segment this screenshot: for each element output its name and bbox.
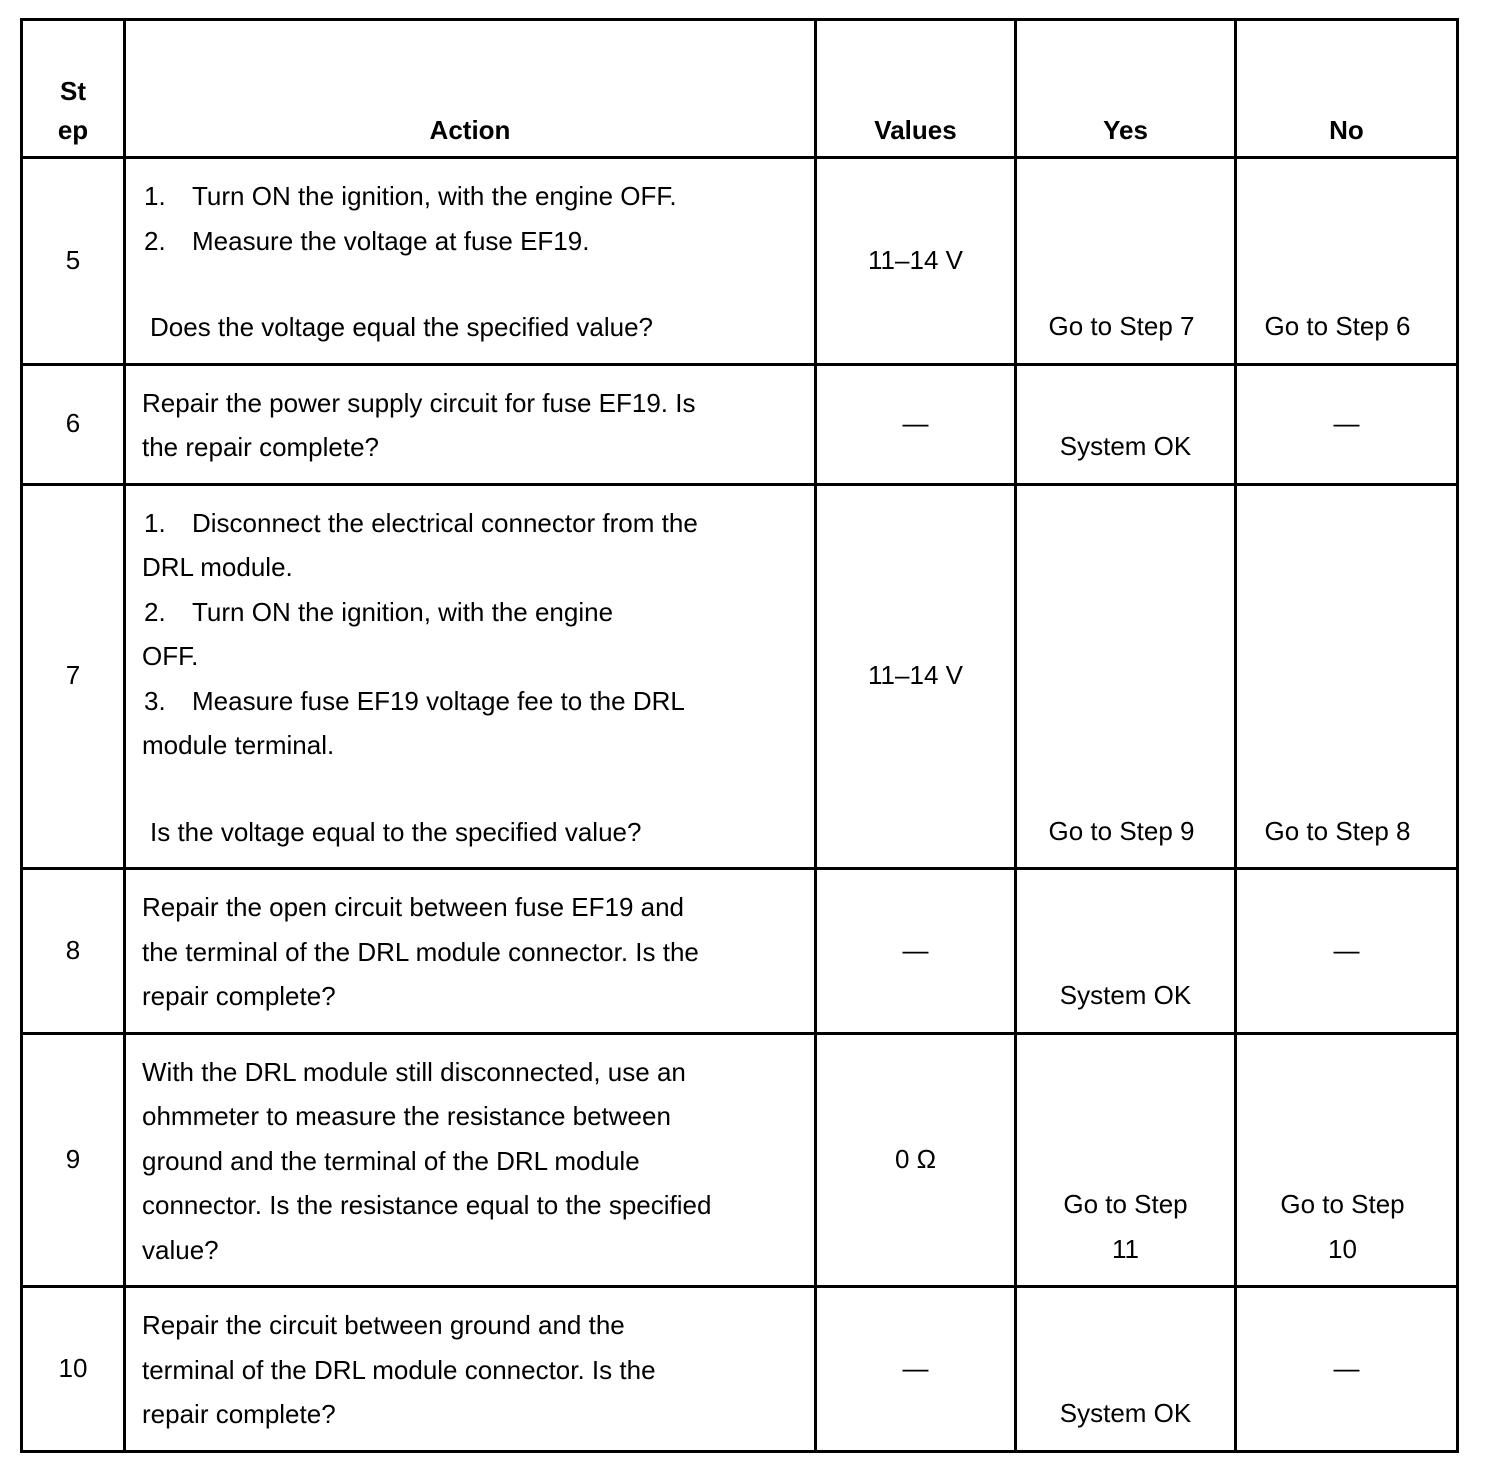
action-cell: [125, 869, 816, 1034]
value-text: —: [902, 935, 929, 966]
no-cell: [1236, 484, 1458, 869]
no-text: 10: [1328, 1233, 1357, 1264]
step-header-line1: St: [60, 76, 86, 106]
no-text: Go to Step 6: [1264, 311, 1411, 341]
action-text: DRL module.: [142, 552, 293, 582]
step-number: 5: [65, 245, 81, 276]
action-text: the repair complete?: [142, 432, 380, 462]
action-text: connector. Is the resistance equal to the specified: [142, 1190, 712, 1220]
yes-text: System OK: [1059, 1398, 1192, 1428]
action-cell: [125, 158, 816, 365]
action-cell: [125, 1287, 816, 1452]
action-text: Turn ON the ignition, with the engine: [192, 596, 614, 627]
yes-text: System OK: [1059, 431, 1192, 461]
action-text: value?: [142, 1234, 219, 1265]
step-cell: [22, 869, 125, 1034]
step-number: 6: [65, 408, 81, 439]
item-number: 3.: [144, 685, 166, 716]
yes-cell: [1016, 364, 1236, 484]
diagnostic-table: [20, 18, 1459, 1453]
item-number: 1.: [144, 507, 166, 538]
yes-text: Go to Step 9: [1048, 815, 1195, 846]
table-row: [22, 484, 1458, 869]
action-header: Action: [125, 20, 816, 158]
header-row: [22, 20, 1458, 158]
action-text: OFF.: [142, 641, 199, 671]
table-row: [22, 1033, 1458, 1287]
values-cell: [816, 1033, 1016, 1287]
action-cell: [125, 1033, 816, 1287]
step-number: 7: [65, 660, 81, 691]
yes-cell: [1016, 1287, 1236, 1452]
action-cell: [125, 484, 816, 869]
step-header: [22, 20, 125, 158]
action-text: ohmmeter to measure the resistance between: [142, 1101, 671, 1131]
yes-text: 11: [1112, 1233, 1139, 1264]
yes-text: System OK: [1059, 980, 1192, 1010]
step-cell: [22, 1287, 125, 1452]
values-cell: [816, 869, 1016, 1034]
yes-cell: [1016, 158, 1236, 365]
action-text: repair complete?: [142, 1399, 336, 1429]
no-text: —: [1333, 1353, 1360, 1384]
values-cell: [816, 158, 1016, 365]
no-text: Go to Step: [1280, 1189, 1405, 1219]
action-cell: [125, 364, 816, 484]
no-cell: [1236, 158, 1458, 365]
action-text: Repair the open circuit between fuse EF19 and: [142, 892, 685, 922]
action-text: terminal of the DRL module connector. Is the: [142, 1354, 656, 1385]
action-text: Turn ON the ignition, with the engine OFF.: [192, 181, 677, 211]
action-text: the terminal of the DRL module connector. Is the: [142, 936, 699, 967]
action-text: Disconnect the electrical connector from the: [192, 507, 698, 538]
no-cell: [1236, 1287, 1458, 1452]
item-number: 1.: [144, 181, 166, 211]
step-cell: [22, 158, 125, 365]
value-text: 11–14 V: [868, 245, 963, 276]
step-cell: [22, 1033, 125, 1287]
action-text: Repair the circuit between ground and the: [142, 1310, 625, 1340]
action-text: module terminal.: [142, 730, 335, 760]
step-number: 10: [58, 1353, 88, 1384]
no-text: Go to Step 8: [1264, 815, 1411, 846]
values-cell: [816, 484, 1016, 869]
no-cell: [1236, 1033, 1458, 1287]
action-question: Is the voltage equal to the specified value?: [150, 816, 642, 847]
action-text: Measure fuse EF19 voltage fee to the DRL: [192, 685, 685, 716]
step-number: 9: [65, 1144, 81, 1175]
table-row: [22, 364, 1458, 484]
item-number: 2.: [144, 596, 166, 627]
table-row: [22, 158, 1458, 365]
value-text: —: [902, 1353, 929, 1384]
no-cell: [1236, 364, 1458, 484]
values-cell: [816, 1287, 1016, 1452]
yes-cell: [1016, 869, 1236, 1034]
step-cell: [22, 484, 125, 869]
action-question: Does the voltage equal the specified value?: [150, 312, 654, 342]
yes-cell: [1016, 1033, 1236, 1287]
step-cell: [22, 364, 125, 484]
values-header: Values: [816, 20, 1016, 158]
yes-text: Go to Step 7: [1048, 311, 1195, 341]
no-header: No: [1236, 20, 1458, 158]
step-number: 8: [65, 935, 81, 966]
action-text: Repair the power supply circuit for fuse EF19. Is: [142, 387, 696, 418]
item-number: 2.: [144, 225, 166, 256]
action-text: repair complete?: [142, 981, 336, 1011]
value-text: 0 Ω: [894, 1144, 937, 1175]
table-row: [22, 1287, 1458, 1452]
no-text: —: [1333, 408, 1360, 439]
value-text: 11–14 V: [868, 660, 963, 691]
table-row: [22, 869, 1458, 1034]
yes-cell: [1016, 484, 1236, 869]
yes-header: Yes: [1016, 20, 1236, 158]
action-text: Measure the voltage at fuse EF19.: [192, 225, 590, 256]
yes-text: Go to Step: [1063, 1189, 1188, 1219]
values-cell: [816, 364, 1016, 484]
no-text: —: [1333, 935, 1360, 966]
step-header-line2: ep: [57, 115, 89, 145]
action-text: ground and the terminal of the DRL module: [142, 1145, 640, 1176]
no-cell: [1236, 869, 1458, 1034]
action-text: With the DRL module still disconnected, use an: [142, 1056, 686, 1087]
value-text: —: [902, 408, 929, 439]
